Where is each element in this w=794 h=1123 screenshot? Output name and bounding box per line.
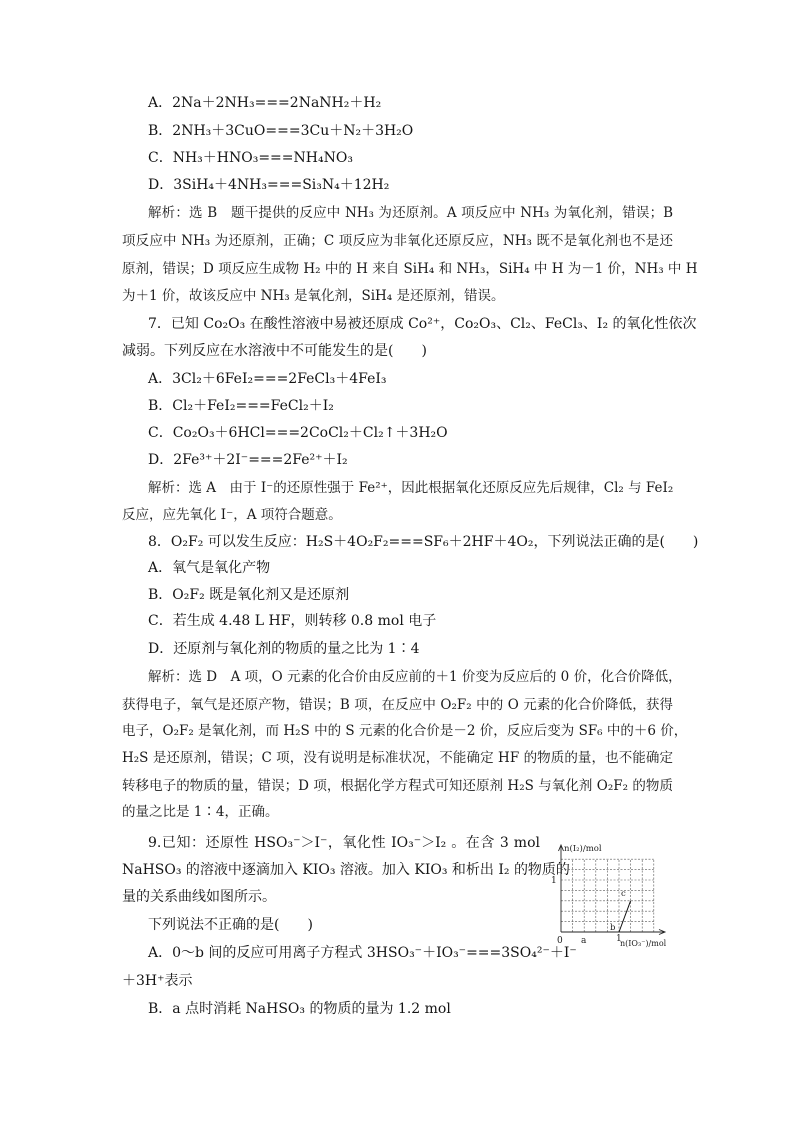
q7-option-b: B．Cl₂＋FeI₂===FeCl₂＋I₂ <box>148 398 334 414</box>
q9-figure <box>548 840 680 948</box>
q7-stem-line: 7．已知 Co₂O₃ 在酸性溶液中易被还原成 Co²⁺，Co₂O₃、Cl₂、FeCl₃、I₂ 的氧化性依次 <box>148 316 697 332</box>
q9-stem-line: NaHSO₃ 的溶液中逐滴加入 KIO₃ 溶液。加入 KIO₃ 和析出 I₂ 的物质的 <box>122 862 570 878</box>
q8-stem-line: 8．O₂F₂ 可以发生反应：H₂S＋4O₂F₂===SF₆＋2HF＋4O₂，下列说法正确的是( ) <box>148 534 699 550</box>
q6-analysis-line: 项反应中 NH₃ 为还原剂，正确；C 项反应为非氧化还原反应，NH₃ 既不是氧化剂也不是还 <box>122 233 673 249</box>
q8-option-c: C．若生成 4.48 L HF，则转移 0.8 mol 电子 <box>148 613 437 629</box>
q8-analysis-line: 的量之比是 1∶4，正确。 <box>122 804 279 820</box>
q6-analysis-line: 原剂，错误；D 项反应生成物 H₂ 中的 H 来自 SiH₄ 和 NH₃，SiH₄ 中 H 为－1 价，NH₃ 中 H <box>122 261 698 277</box>
q7-analysis-line: 解析：选 A 由于 I⁻的还原性强于 Fe²⁺，因此根据氧化还原反应先后规律，Cl₂ 与 FeI₂ <box>148 480 674 496</box>
point-b-label: b <box>610 923 616 933</box>
q6-analysis-line: 解析：选 B 题干提供的反应中 NH₃ 为还原剂。A 项反应中 NH₃ 为氧化剂，错误；B <box>148 205 673 221</box>
x-tick-a: a <box>581 936 587 946</box>
q6-analysis-line: 为＋1 价，故该反应中 NH₃ 是氧化剂，SiH₄ 是还原剂，错误。 <box>122 288 505 304</box>
q8-analysis-line: 电子，O₂F₂ 是氧化剂，而 H₂S 中的 S 元素的化合价是－2 价，反应后变为 SF₆ 中的＋6 价， <box>122 723 688 739</box>
x-tick-1: 1 <box>616 934 622 944</box>
origin-label: 0 <box>557 936 563 946</box>
x-axis-label: n(IO₃⁻)/mol <box>620 939 667 948</box>
q8-analysis-line: H₂S 是还原剂，错误；C 项，没有说明是标准状况，不能确定 HF 的物质的量，也不能确定 <box>122 750 673 766</box>
q8-option-a: A．氧气是氧化产物 <box>148 560 271 576</box>
curve-line <box>619 901 631 932</box>
q9-option-a-continued: ＋3H⁺表示 <box>122 973 193 989</box>
q8-analysis-line: 解析：选 D A 项，O 元素的化合价由反应前的＋1 价变为反应后的 0 价，化合价降低， <box>148 669 682 685</box>
q7-stem-line: 减弱。下列反应在水溶液中不可能发生的是( ) <box>122 343 427 359</box>
q8-analysis-line: 获得电子，氧气是还原产物，错误；B 项，在反应中 O₂F₂ 中的 O 元素的化合价降低，获得 <box>122 697 673 713</box>
q7-option-a: A．3Cl₂＋6FeI₂===2FeCl₃＋4FeI₃ <box>148 371 387 387</box>
q7-option-d: D．2Fe³⁺＋2I⁻===2Fe²⁺＋I₂ <box>148 452 348 468</box>
q9-prompt: 下列说法不正确的是( ) <box>148 917 313 933</box>
q6-option-a: A．2Na＋2NH₃===2NaNH₂＋H₂ <box>148 95 382 111</box>
y-tick-1: 1 <box>551 876 557 886</box>
point-c-label: c <box>621 889 626 899</box>
q7-option-c: C．Co₂O₃＋6HCl===2CoCl₂＋Cl₂↑＋3H₂O <box>148 425 448 441</box>
grid <box>561 859 654 932</box>
q8-option-d: D．还原剂与氧化剂的物质的量之比为 1∶4 <box>148 641 420 657</box>
q9-option-a: A．0～b 间的反应可用离子方程式 3HSO₃⁻＋IO₃⁻===3SO₄²⁻＋I⁻ <box>148 945 577 961</box>
q9-stem-line: 9.已知：还原性 HSO₃⁻＞I⁻，氧化性 IO₃⁻＞I₂ 。在含 3 mol <box>148 835 540 851</box>
q7-analysis-line: 反应，应先氧化 I⁻，A 项符合题意。 <box>122 507 342 523</box>
q9-stem-line: 量的关系曲线如图所示。 <box>122 889 276 905</box>
q9-option-b: B．a 点时消耗 NaHSO₃ 的物质的量为 1.2 mol <box>148 1001 451 1017</box>
y-axis-label: n(I₂)/mol <box>564 844 602 854</box>
q8-option-b: B．O₂F₂ 既是氧化剂又是还原剂 <box>148 587 350 603</box>
q6-option-d: D．3SiH₄＋4NH₃===Si₃N₄＋12H₂ <box>148 177 390 193</box>
q6-option-b: B．2NH₃＋3CuO===3Cu＋N₂＋3H₂O <box>148 123 414 139</box>
q8-analysis-line: 转移电子的物质的量，错误；D 项，根据化学方程式可知还原剂 H₂S 与氧化剂 O₂F₂ 的物质 <box>122 778 673 794</box>
q6-option-c: C．NH₃＋HNO₃===NH₄NO₃ <box>148 150 353 166</box>
